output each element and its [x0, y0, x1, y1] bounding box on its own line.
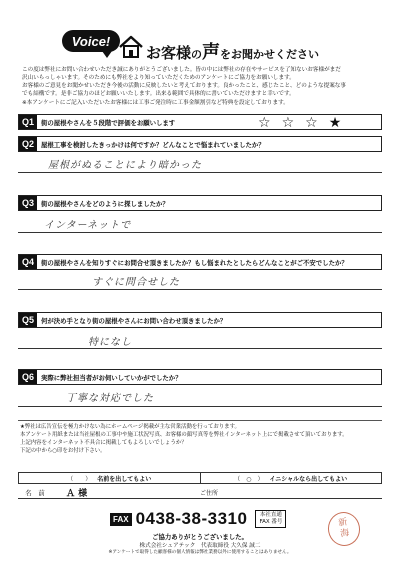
answer-line — [18, 232, 382, 233]
answer-line — [18, 289, 382, 290]
fax-contact — [110, 510, 286, 528]
title-part-2: の — [191, 48, 203, 61]
answer-line — [18, 348, 382, 349]
divider — [18, 420, 382, 421]
house-icon — [118, 35, 144, 59]
address-label: ご住所 — [192, 486, 226, 499]
star-icon: ☆ — [281, 115, 295, 131]
question-4 — [18, 254, 382, 270]
question-number: Q3 — [19, 196, 37, 210]
answer-q2: 屋根がぬることにより暗かった — [48, 160, 202, 171]
star-icon: ★ — [328, 115, 342, 131]
name-field[interactable]: Ａ 様 — [52, 486, 192, 499]
voice-badge: Voice! — [62, 30, 120, 52]
name-label: 名 前 — [18, 486, 52, 499]
answer-q5: 特になし — [88, 337, 132, 348]
answer-line — [18, 172, 382, 173]
rating-stars — [258, 116, 341, 130]
consent-label: 名前を出してもよい — [97, 475, 152, 483]
consent-initial-option[interactable] — [201, 472, 383, 484]
answer-q6: 丁寧な対応でした — [66, 393, 154, 404]
question-number: Q2 — [19, 137, 37, 151]
consent-mark: （ ○ ） — [234, 475, 264, 483]
consent-label: イニシャルなら出してもよい — [269, 475, 348, 483]
question-text: 街の屋根やさんを５段階で評価をお願いします — [41, 118, 176, 127]
question-number: Q4 — [19, 255, 37, 269]
answer-q4: すぐに問合せした — [92, 277, 180, 288]
question-text: 街の屋根やさんをどのように探しましたか？ — [41, 199, 169, 208]
fax-box-line: 本社直通 — [259, 512, 282, 518]
question-number: Q1 — [19, 115, 37, 129]
footer-note: ★弊社は広告宣伝を極力かけない為にホームページ掲載が主な営業活動を行っております。 — [20, 424, 240, 430]
question-text: 街の屋根やさんを知りすぐにお問合せ頂きましたか？もし悩まれたとしたらどんなことがご不安でしたか？ — [41, 258, 348, 267]
question-text: 屋根工事を検討したきっかけは何ですか？どんなことで悩まれていましたか？ — [41, 140, 265, 149]
consent-name-option[interactable] — [18, 472, 201, 484]
question-2 — [18, 136, 382, 152]
consent-options — [18, 472, 382, 484]
stamp-char: 海 — [339, 528, 351, 540]
stamp-char: 新 — [337, 517, 349, 529]
question-text: 実際に弊社担当者がお伺いしていかがでしたか？ — [41, 373, 182, 382]
answer-line — [18, 406, 382, 407]
fax-number: 0438-38-3310 — [135, 509, 248, 528]
intro-note: ※本アンケートにご記入いただいたお客様には工事ご発注時に工事金額割引など特典を設定しております。 — [22, 100, 289, 106]
title-part-4: をお聞かせください — [220, 48, 320, 61]
privacy-note: ※アンケートで取得した顧客様の個人情報は弊社業務以外に使用することはありません。 — [108, 550, 292, 555]
intro-line: この度は弊社にお問い合わせいただき誠にありがとうございました。皆の中には弊社の存在やサービスを了知ないお客様がまだ — [22, 67, 341, 73]
question-text: 何が決め手となり街の屋根やさんにお問い合わせ頂きましたか？ — [41, 316, 227, 325]
page-title — [146, 38, 319, 64]
fax-box-line: FAX 番号 — [259, 519, 283, 525]
footer-note: 下記の中から○印をお付け下さい。 — [20, 448, 106, 454]
star-icon: ☆ — [305, 115, 318, 131]
company-name: 株式会社シュアテック 代表取締役 大久保 誠二 — [139, 543, 261, 549]
question-6 — [18, 369, 382, 385]
title-part-1: お客様 — [146, 44, 192, 62]
title-part-3: 声 — [202, 42, 221, 63]
question-number: Q5 — [19, 313, 37, 327]
intro-line: 沢山いらっしゃいます。そのためにも弊社をより知っていただくためのアンケートにご協力をお願いします。 — [22, 75, 295, 81]
name-address-row — [18, 486, 382, 499]
thanks-text: ご協力ありがとうございました。 — [152, 533, 248, 541]
star-icon: ☆ — [258, 115, 271, 131]
question-5 — [18, 312, 382, 328]
question-number: Q6 — [19, 370, 37, 384]
address-field[interactable] — [226, 486, 382, 499]
intro-text — [22, 66, 380, 107]
answer-q3: インターネットで — [44, 220, 132, 231]
intro-line: でも結構です。是非ご協力のほどお願いいたします。出来る範囲で具体的に書いていただけますと幸いです。 — [22, 91, 295, 97]
footer-note: 本アンケート用紙または当社屋根の工事中や施工状況写真、お客様の顔写真等を弊社インターネット上にで掲載させて頂いております。 — [20, 432, 348, 438]
fax-badge: FAX — [110, 513, 132, 526]
footer-note: 上記内容をインターネット不具合に掲載してもよろしいでしょうか？ — [20, 440, 187, 446]
intro-line: お客様のご意見をお聞かせいただき今後の活動に反映したいと考えております。良かったこと、感じたこと、どのような提案な事 — [22, 83, 346, 89]
fax-direct-box — [255, 510, 286, 528]
question-3 — [18, 195, 382, 211]
consent-mark: （ ） — [67, 475, 92, 483]
